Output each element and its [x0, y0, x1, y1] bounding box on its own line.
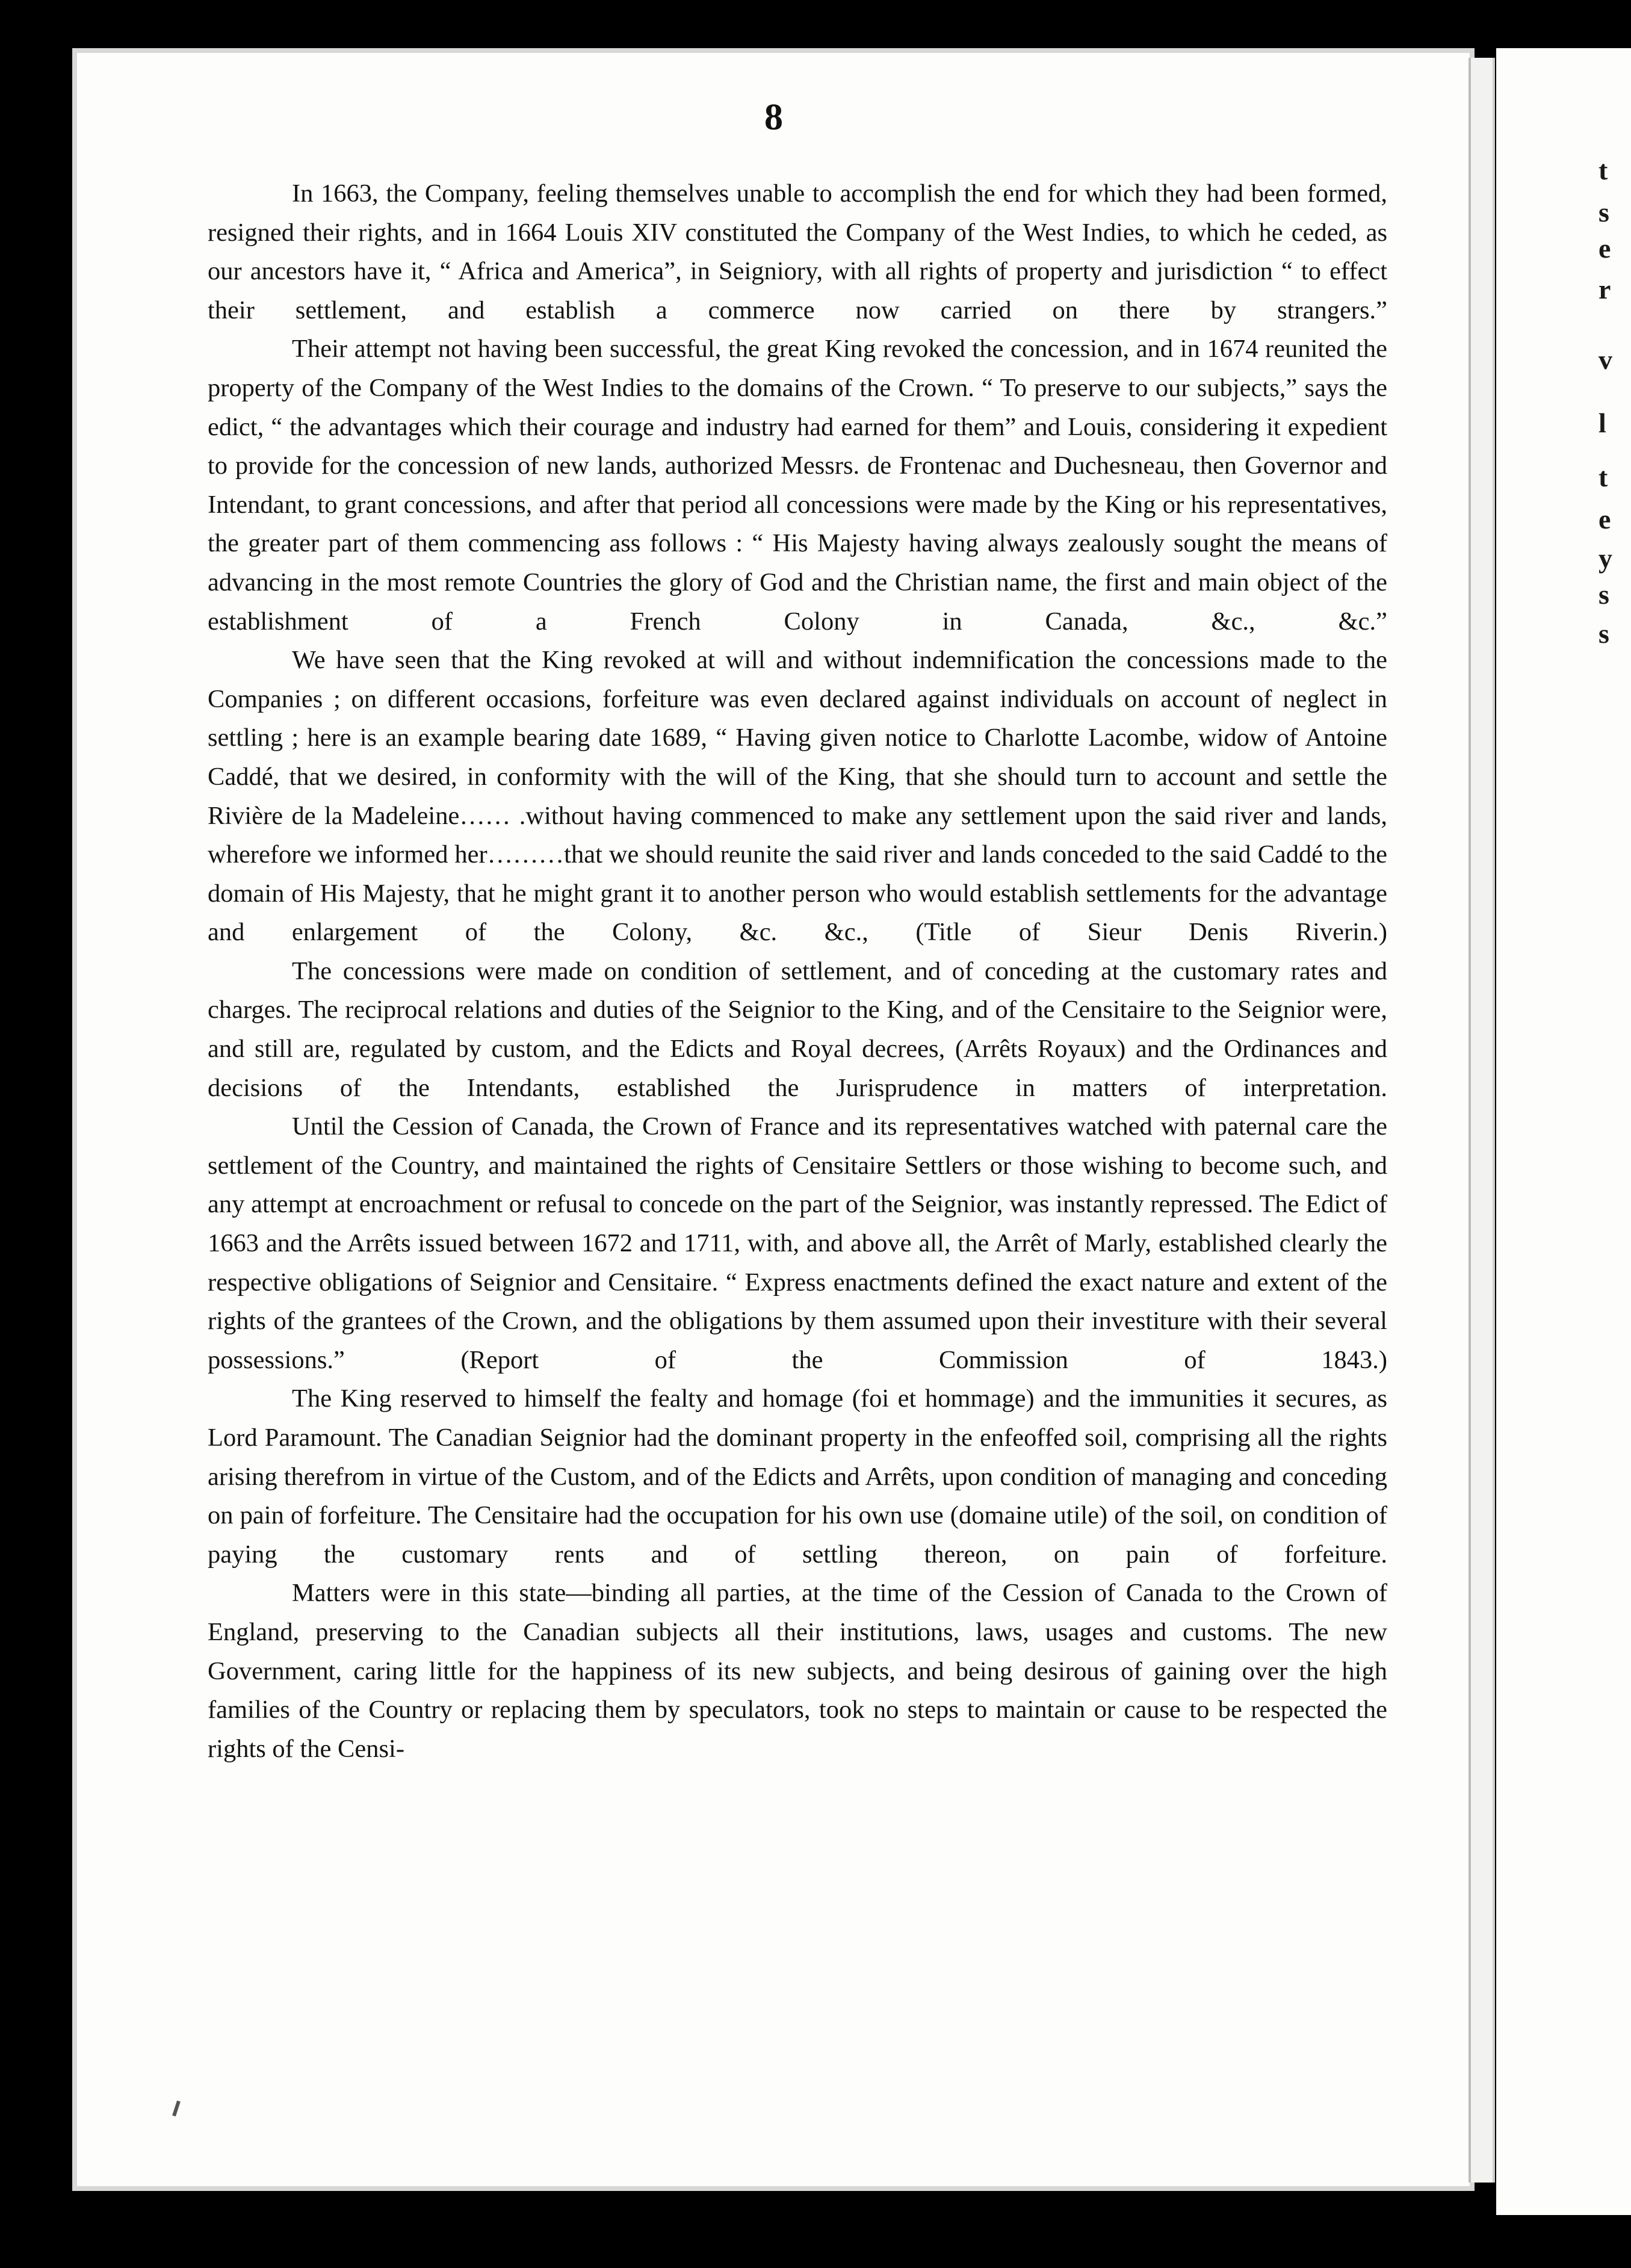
adjacent-page-letter: s — [1599, 579, 1609, 610]
adjacent-page-letter: e — [1599, 233, 1611, 264]
paragraph: In 1663, the Company, feeling themselves unable to accomplish the end for which they had been formed, resigned their rights, and in 1664 Louis XIV constituted the Company of the West Indies, to which he ceded, as our ancestors have it, “ Africa and America”, in Seigniory, with all rights of property and jurisdiction “ to effect their settlement, and establish a commerce now carried on there by strangers.” — [208, 179, 1387, 324]
page-number: 8 — [764, 97, 783, 138]
adjacent-page-letter: s — [1599, 197, 1609, 228]
body-text — [208, 175, 1387, 1768]
adjacent-page-letter: e — [1599, 504, 1611, 534]
paragraph: Until the Cession of Canada, the Crown of France and its representatives watched with paternal care the settlement of the Country, and maintained the rights of Censitaire Settlers or those wishing to become such, and any attempt at encroachment or refusal to concede on the part of the Seignior, was instantly repressed. The Edict of 1663 and the Arrêts issued between 1672 and 1711, with, and above all, the Arrêt of Marly, established clearly the respective obligations of Seignior and Censitaire. “ Express enactments defined the exact nature and extent of the rights of the grantees of the Crown, and the obligations by them assumed upon their investiture with their several possessions.” (Report of the Commission of 1843.) — [208, 1112, 1387, 1374]
adjacent-page-letter: t — [1599, 462, 1608, 492]
page-edge — [1469, 58, 1495, 2183]
adjacent-page-letter: v — [1599, 344, 1612, 375]
paragraph: The concessions were made on condition of settlement, and of conceding at the customary rates and charges. The reciprocal relations and duties of the Seignior to the King, and of the Censitaire to the Seignior were, and still are, regulated by custom, and the Edicts and Royal decrees, (Arrêts Royaux) and the Ordinances and decisions of the Intendants, established the Jurisprudence in matters of interpretation. — [208, 956, 1387, 1102]
paragraph: Their attempt not having been successful, the great King revoked the concession, and in 1674 reunited the property of the Company of the West Indies to the domains of the Crown. “ To preserve to our subjects,” says the edict, “ the advantages which their courage and industry had earned for them” and Louis, considering it expedient to provide for the concession of new lands, authorized Messrs. de Frontenac and Duchesneau, then Governor and Intendant, to grant concessions, and after that period all concessions were made by the King or his representatives, the greater part of them commencing ass follows : “ His Majesty having always zealously sought the means of advancing in the most remote Countries the glory of God and the Christian name, the first and main object of the establishment of a French Colony in Canada, &c., &c.” — [208, 335, 1387, 636]
adjacent-page — [1496, 48, 1631, 2215]
adjacent-page-letter: r — [1599, 274, 1611, 305]
adjacent-page-letter: y — [1599, 543, 1612, 574]
adjacent-page-letter: t — [1599, 155, 1608, 185]
adjacent-page-letter: s — [1599, 618, 1609, 649]
paragraph: We have seen that the King revoked at will and without indemnification the concessions made to the Companies ; on different occasions, forfeiture was even declared against individuals on account of neglect in settling ; here is an example bearing date 1689, “ Having given notice to Charlotte Lacombe, widow of Antoine Caddé, that we desired, in conformity with the will of the King, that she should turn to account and settle the Rivière de la Madeleine…… .without having commenced to make any settlement upon the said river and lands, wherefore we informed her………that we should reunite the said river and lands conceded to the said Caddé to the domain of His Majesty, that he might grant it to another person who would establish settlements for the advantage and enlargement of the Colony, &c. &c., (Title of Sieur Denis Riverin.) — [208, 646, 1387, 947]
paragraph: Matters were in this state—binding all parties, at the time of the Cession of Canada to the Crown of England, preserving to the Canadian subjects all their institutions, laws, usages and customs. The new Government, caring little for the happiness of its new subjects, and being desirous of gaining over the high families of the Country or replacing them by speculators, took no steps to maintain or cause to be respected the rights of the Censi- — [208, 1579, 1387, 1763]
adjacent-page-letter: l — [1599, 407, 1606, 438]
paragraph: The King reserved to himself the fealty and homage (foi et hommage) and the immunities it secures, as Lord Paramount. The Canadian Seignior had the dominant property in the enfeoffed soil, comprising all the rights arising therefrom in virtue of the Custom, and of the Edicts and Arrêts, upon condition of managing and conceding on pain of forfeiture. The Censitaire had the occupation for his own use (domaine utile) of the soil, on condition of paying the customary rents and of settling thereon, on pain of forfeiture. — [208, 1384, 1387, 1569]
